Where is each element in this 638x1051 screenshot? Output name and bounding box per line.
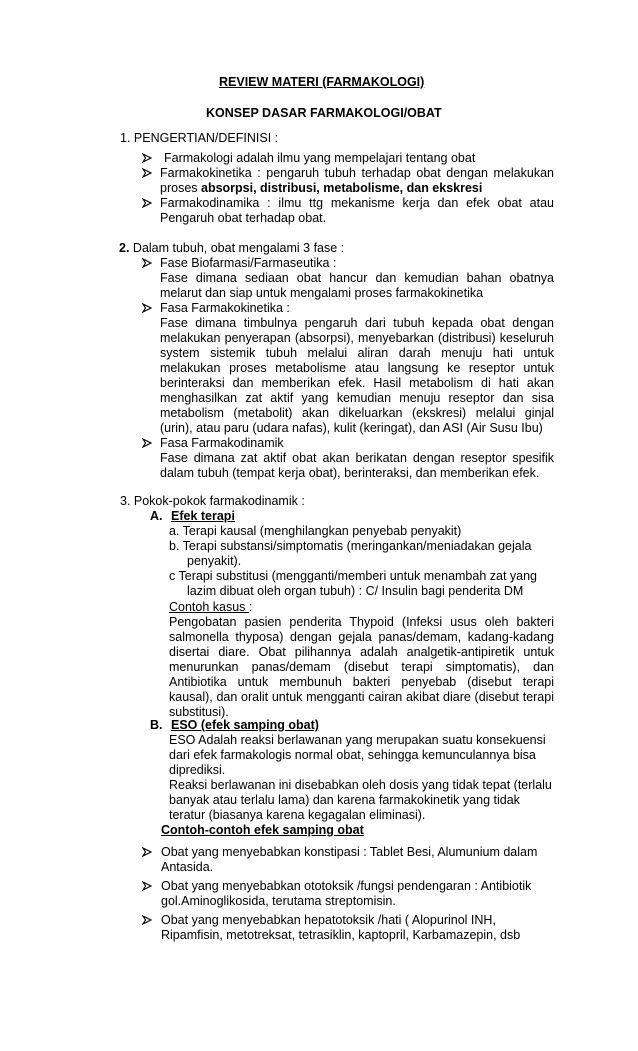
phase-2-line-8: (urin), atau paru (udara nafas), kulit (keringat), dan ASI (Air Susu Ibu) [160, 421, 543, 435]
bullet-arrow-icon [142, 153, 152, 163]
subsection-b-label: B. [150, 718, 163, 732]
therapy-a: a. Terapi kausal (menghilangkan penyebab penyakit) [169, 524, 462, 538]
eso-line-2: dari efek farmakologis normal obat, sehingga kemunculannya bisa [169, 748, 536, 762]
eso-line-3: diprediksi. [169, 763, 226, 777]
phase-1-line-2: melarut dan siap untuk mengalami proses farmakokinetika [160, 286, 484, 300]
case-line-2: salmonella thyposa) dengan gejala panas/demam, kadang-kadang [169, 630, 554, 644]
case-line-1: Pengobatan pasien penderita Thypoid (Infeksi usus oleh bakteri [169, 615, 554, 629]
phase-2-title: Fasa Farmakokinetika : [160, 301, 290, 315]
eso-line-6: teratur (biasanya karena kegagalan eliminasi). [169, 808, 426, 822]
side-effect-examples-title: Contoh-contoh efek samping obat [161, 823, 364, 837]
phase-3-title: Fasa Farmakodinamik [160, 436, 284, 450]
phase-3-line-1: Fase dimana zat aktif obat akan berikatan dengan reseptor spesifik [160, 451, 554, 465]
eso-line-1: ESO Adalah reaksi berlawanan yang merupakan suatu konsekuensi [169, 733, 546, 747]
bullet-arrow-icon [142, 258, 152, 268]
document-title: REVIEW MATERI (FARMAKOLOGI) [219, 75, 425, 89]
phase-2-line-1: Fase dimana timbulnya pengaruh dari tubuh kepada obat dengan [160, 316, 554, 330]
bullet-arrow-icon [142, 168, 152, 178]
s1-bullet-3-line-2: Pengaruh obat terhadap obat. [160, 211, 327, 225]
eso-line-4: Reaksi berlawanan ini disebabkan oleh dosis yang tidak tepat (terlalu [169, 778, 552, 792]
case-line-5: Antibiotika untuk membunuh bakteri penyebab (disebut terapi [169, 675, 554, 689]
phase-1-line-1: Fase dimana sediaan obat hancur dan kemudian bahan obatnya [160, 271, 554, 285]
case-line-7: substitusi). [169, 705, 229, 719]
bullet-arrow-icon [142, 438, 152, 448]
phase-2-line-4: melakukan proses metabolisme atau langsung ke reseptor untuk [160, 361, 554, 375]
bullet-arrow-icon [142, 198, 152, 208]
example-1-line-2: Antasida. [161, 860, 214, 874]
phase-2-line-6: menghasilkan zat aktif yang kemudian menuju reseptor dan sisa [160, 391, 554, 405]
case-line-6: kausal), dan oralit untuk mengganti cairan akibat diare (disebut terapi [169, 690, 554, 704]
section-3-heading: 3. Pokok-pokok farmakodinamik : [120, 494, 305, 508]
eso-line-5: banyak atau terlalu lama) dan karena farmakokinetik yang tidak [169, 793, 520, 807]
phase-1-title: Fase Biofarmasi/Farmaseutika : [160, 256, 337, 270]
example-1-line-1: Obat yang menyebabkan konstipasi : Tablet Besi, Alumunium dalam [161, 845, 538, 859]
phase-2-line-7: metabolism (metabolit) akan dikeluarkan (ekskresi) melalui ginjal [160, 406, 554, 420]
case-line-3: disertai diare. Obat pilihannya adalah analgetik-antipiretik untuk [169, 645, 554, 659]
therapy-c-line-1: c Terapi substitusi (mengganti/memberi untuk menambah zat yang [169, 569, 538, 583]
subsection-a-title: Efek terapi [171, 509, 235, 523]
therapy-b-line-2: penyakit). [187, 554, 242, 568]
s1-bullet-3-line-1: Farmakodinamika : ilmu ttg mekanisme kerja dan efek obat atau [160, 196, 554, 210]
example-2-line-1: Obat yang menyebabkan ototoksik /fungsi pendengaran : Antibiotik [161, 879, 532, 893]
subsection-a-label: A. [150, 509, 163, 523]
phase-2-line-2: melakukan penyerapan (absorpsi), menyebarkan (distribusi) keseluruh [160, 331, 554, 345]
bullet-arrow-icon [142, 881, 152, 891]
example-2-line-2: gol.Aminoglikosida, terutama streptomisin. [161, 894, 396, 908]
subsection-b-title: ESO (efek samping obat) [171, 718, 319, 732]
case-example-title: Contoh kasus : [169, 600, 253, 614]
s1-bullet-2-line-1: Farmakokinetika : pengaruh tubuh terhadap obat dengan melakukan [160, 166, 554, 180]
example-3-line-1: Obat yang menyebabkan hepatotoksik /hati ( Alopurinol INH, [161, 913, 496, 927]
case-line-4: menurunkan panas/demam (disebut terapi simptomatis), dan [169, 660, 554, 674]
example-3-line-2: Ripamfisin, metotreksat, tetrasiklin, kaptopril, Karbamazepin, dsb [161, 928, 521, 942]
s1-bullet-2-line-2: proses absorpsi, distribusi, metabolisme, dan ekskresi [160, 181, 483, 195]
section-2-heading: 2. Dalam tubuh, obat mengalami 3 fase : [119, 241, 345, 255]
bullet-arrow-icon [142, 915, 152, 925]
phase-3-line-2: dalam tubuh (tempat kerja obat), berinteraksi, dan memberikan efek. [160, 466, 540, 480]
bullet-arrow-icon [142, 303, 152, 313]
bullet-arrow-icon [142, 847, 152, 857]
therapy-c-line-2: lazim dibuat oleh organ tubuh) : C/ Insulin bagi penderita DM [187, 584, 524, 598]
phase-2-line-5: berinteraksi dan memberikan efek. Hasil metabolism di hati akan [160, 376, 554, 390]
document-subtitle: KONSEP DASAR FARMAKOLOGI/OBAT [206, 106, 442, 120]
therapy-b-line-1: b. Terapi substansi/simptomatis (meringankan/meniadakan gejala [169, 539, 532, 553]
phase-2-line-3: system sistemik tubuh melalui aliran darah menuju hati untuk [160, 346, 554, 360]
section-1-heading: 1. PENGERTIAN/DEFINISI : [120, 131, 279, 145]
s1-bullet-1: Farmakologi adalah ilmu yang mempelajari tentang obat [164, 151, 476, 165]
